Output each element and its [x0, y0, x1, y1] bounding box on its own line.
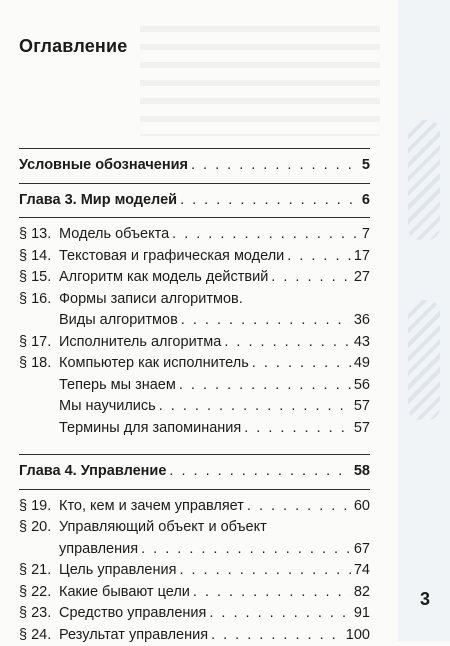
- toc-entry-title: Какие бывают цели: [59, 582, 190, 604]
- dot-leader: [179, 375, 351, 397]
- toc-entry-row[interactable]: [19, 517, 370, 539]
- decorative-pattern: [408, 120, 440, 240]
- toc-entry-title: управления: [19, 539, 138, 561]
- toc-entry-row[interactable]: [19, 625, 370, 646]
- toc-entry-title: Модель объекта: [59, 224, 169, 246]
- toc-page: 27: [354, 267, 370, 289]
- toc-page: 6: [362, 190, 370, 212]
- toc-chapter-row[interactable]: [19, 190, 370, 212]
- dot-leader: [141, 539, 351, 561]
- dot-leader: [209, 603, 351, 625]
- toc-section-number: § 13.: [19, 224, 59, 246]
- toc-entry-row[interactable]: [19, 582, 370, 604]
- dot-leader: [169, 461, 350, 483]
- toc-section-number: § 20.: [19, 517, 59, 539]
- toc-entry-title: Виды алгоритмов: [19, 310, 178, 332]
- toc-page: 49: [354, 353, 370, 375]
- toc-page: 5: [362, 155, 370, 177]
- dot-leader: [271, 267, 351, 289]
- toc-section-number: § 17.: [19, 332, 59, 354]
- toc-section-number: § 23.: [19, 603, 59, 625]
- toc-section-number: § 16.: [19, 289, 59, 311]
- toc-entry-row[interactable]: [19, 496, 370, 518]
- toc-entry-title: Компьютер как исполнитель: [59, 353, 249, 375]
- dot-leader: [252, 353, 351, 375]
- dot-leader: [159, 396, 351, 418]
- toc-page: 58: [354, 461, 370, 483]
- toc-entry-title: Формы записи алгоритмов.: [59, 289, 243, 311]
- toc-entry-row[interactable]: [19, 289, 370, 311]
- dot-leader: [244, 418, 351, 440]
- toc-entry-row[interactable]: [19, 375, 370, 397]
- toc-page: 43: [354, 332, 370, 354]
- dot-leader: [180, 190, 359, 212]
- dot-leader: [179, 560, 350, 582]
- divider: [19, 217, 370, 218]
- toc-conventions-row[interactable]: [19, 155, 370, 177]
- toc-page: 7: [362, 224, 370, 246]
- toc-page: 57: [354, 396, 370, 418]
- divider: [19, 183, 370, 184]
- toc-page: 56: [354, 375, 370, 397]
- toc-section-number: § 21.: [19, 560, 59, 582]
- toc-entry-title: Исполнитель алгоритма: [59, 332, 221, 354]
- toc-entry-title: Текстовая и графическая модели: [59, 246, 284, 268]
- toc-page: 57: [354, 418, 370, 440]
- divider: [19, 148, 370, 149]
- page-number: 3: [420, 589, 430, 610]
- faded-background-text: [140, 26, 380, 136]
- toc-entry-row[interactable]: [19, 267, 370, 289]
- toc-section-number: § 22.: [19, 582, 59, 604]
- toc-entry-title: Алгоритм как модель действий: [59, 267, 268, 289]
- decorative-side-band: [398, 0, 450, 641]
- toc-entry-title: Управляющий объект и объект: [59, 517, 267, 539]
- toc-section-number: § 18.: [19, 353, 59, 375]
- toc-page: 17: [354, 246, 370, 268]
- toc-page: 82: [354, 582, 370, 604]
- toc-title: Условные обозначения: [19, 155, 188, 177]
- toc-entry-title: Термины для запоминания: [19, 418, 241, 440]
- decorative-pattern: [408, 300, 440, 420]
- toc-entry-title: Цель управления: [59, 560, 176, 582]
- toc-entry-title: Теперь мы знаем: [19, 375, 176, 397]
- chapter-spacer: [19, 439, 370, 448]
- divider: [19, 489, 370, 490]
- toc-entry-row[interactable]: [19, 418, 370, 440]
- table-of-contents: [19, 142, 370, 646]
- dot-leader: [181, 310, 351, 332]
- toc-section-number: § 19.: [19, 496, 59, 518]
- toc-entry-row[interactable]: [19, 396, 370, 418]
- toc-entry-row[interactable]: [19, 560, 370, 582]
- toc-chapter-title: Глава 4. Управление: [19, 461, 166, 483]
- dot-leader: [247, 496, 351, 518]
- toc-page: 91: [354, 603, 370, 625]
- toc-entry-row[interactable]: [19, 224, 370, 246]
- toc-chapter-row[interactable]: [19, 461, 370, 483]
- dot-leader: [191, 155, 359, 177]
- dot-leader: [224, 332, 351, 354]
- toc-section-number: § 24.: [19, 625, 59, 646]
- toc-entry-title: Мы научились: [19, 396, 156, 418]
- dot-leader: [172, 224, 359, 246]
- toc-section-number: § 15.: [19, 267, 59, 289]
- toc-section-number: § 14.: [19, 246, 59, 268]
- toc-entry-row[interactable]: [19, 332, 370, 354]
- toc-entry-row[interactable]: [19, 310, 370, 332]
- dot-leader: [193, 582, 351, 604]
- toc-entry-row[interactable]: [19, 246, 370, 268]
- toc-entry-title: Результат управления: [59, 625, 208, 646]
- toc-page: 60: [354, 496, 370, 518]
- toc-chapter-title: Глава 3. Мир моделей: [19, 190, 177, 212]
- page-heading: Оглавление: [19, 36, 127, 57]
- toc-page: 67: [354, 539, 370, 561]
- divider: [19, 454, 370, 455]
- toc-page: 36: [354, 310, 370, 332]
- toc-page: 74: [354, 560, 370, 582]
- toc-entry-row[interactable]: [19, 353, 370, 375]
- toc-entry-title: Средство управления: [59, 603, 206, 625]
- toc-entry-row[interactable]: [19, 539, 370, 561]
- toc-entry-row[interactable]: [19, 603, 370, 625]
- dot-leader: [287, 246, 351, 268]
- toc-page: 100: [346, 625, 370, 646]
- dot-leader: [211, 625, 343, 646]
- toc-entry-title: Кто, кем и зачем управляет: [59, 496, 244, 518]
